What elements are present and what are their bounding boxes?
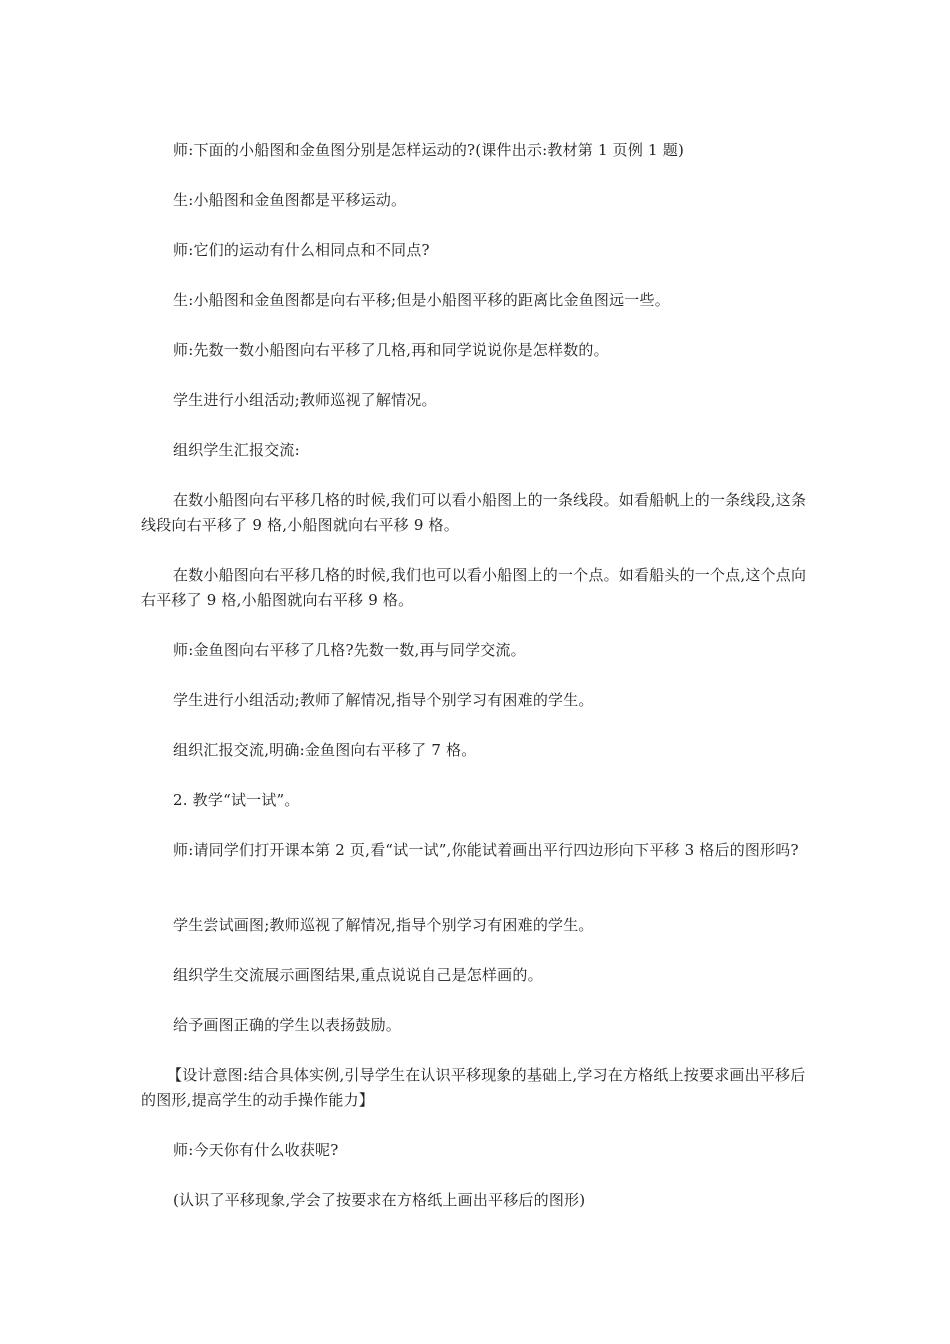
paragraph-5: 师:先数一数小船图向右平移了几格,再和同学说说你是怎样数的。 <box>173 341 609 359</box>
paragraph-9: 在数小船图向右平移几格的时候,我们也可以看小船图上的一个点。如看船头的一个点,这个点向右平移了 9 格,小船图就向右平移 9 格。 <box>141 566 807 609</box>
paragraph-16: 组织学生交流展示画图结果,重点说说自己是怎样画的。 <box>173 966 543 984</box>
paragraph-4: 生:小船图和金鱼图都是向右平移;但是小船图平移的距离比金鱼图远一些。 <box>173 291 670 309</box>
paragraph-20: (认识了平移现象,学会了按要求在方格纸上画出平移后的图形) <box>173 1191 586 1209</box>
paragraph-7: 组织学生汇报交流: <box>173 441 300 459</box>
paragraph-10: 师:金鱼图向右平移了几格?先数一数,再与同学交流。 <box>173 641 526 659</box>
paragraph-17: 给予画图正确的学生以表扬鼓励。 <box>173 1016 402 1034</box>
design-intent-note: 【设计意图:结合具体实例,引导学生在认识平移现象的基础上,学习在方格纸上按要求画出平移后的图形,提高学生的动手操作能力】 <box>141 1066 806 1109</box>
paragraph-6: 学生进行小组活动;教师巡视了解情况。 <box>173 391 437 409</box>
paragraph-11: 学生进行小组活动;教师了解情况,指导个别学习有困难的学生。 <box>173 691 594 709</box>
paragraph-15: 学生尝试画图;教师巡视了解情况,指导个别学习有困难的学生。 <box>173 916 594 934</box>
paragraph-3: 师:它们的运动有什么相同点和不同点? <box>173 241 430 259</box>
paragraph-19: 师:今天你有什么收获呢? <box>173 1141 339 1159</box>
paragraph-1: 师:下面的小船图和金鱼图分别是怎样运动的?(课件出示:教材第 1 页例 1 题) <box>173 141 685 159</box>
paragraph-13: 2. 教学“试一试”。 <box>173 791 300 809</box>
paragraph-8: 在数小船图向右平移几格的时候,我们可以看小船图上的一条线段。如看船帆上的一条线段,这条线段向右平移了 9 格,小船图就向右平移 9 格。 <box>141 491 807 534</box>
paragraph-14: 师:请同学们打开课本第 2 页,看“试一试”,你能试着画出平行四边形向下平移 3 格后的图形吗? <box>173 841 799 859</box>
paragraph-2: 生:小船图和金鱼图都是平移运动。 <box>173 191 407 209</box>
paragraph-12: 组织汇报交流,明确:金鱼图向右平移了 7 格。 <box>173 741 477 759</box>
